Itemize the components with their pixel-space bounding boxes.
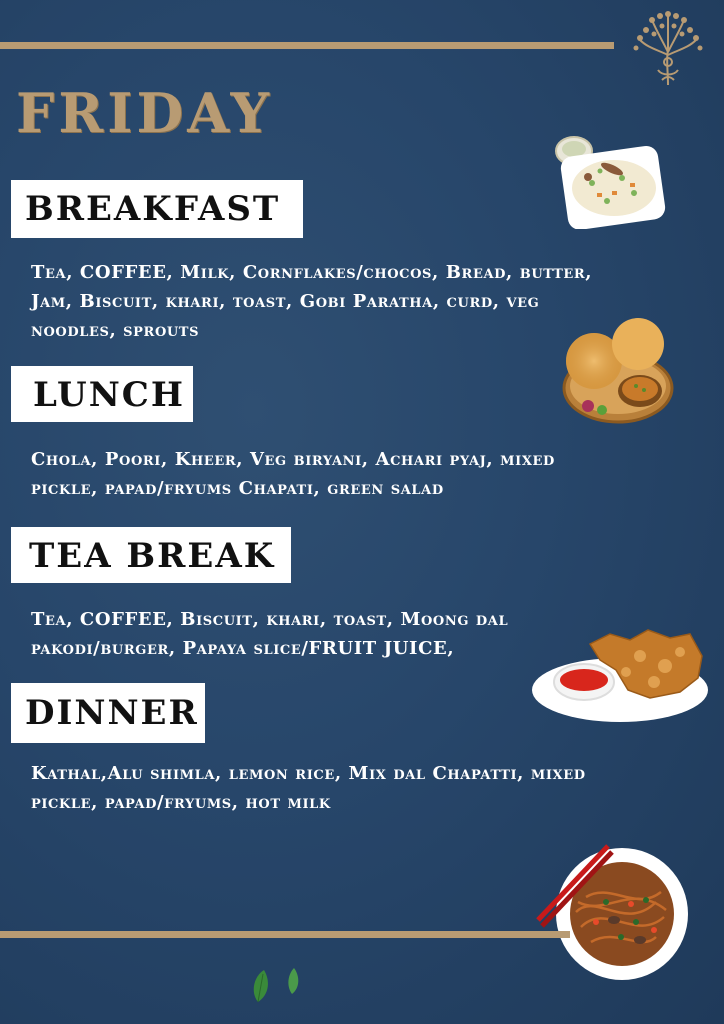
tree-logo-icon <box>628 10 708 88</box>
leaf-icon <box>248 966 308 1006</box>
breakfast-items: Tea, COFFEE, Milk, Cornflakes/chocos, Bread, butter, Jam, Biscuit, khari, toast, Gobi Paratha, curd, veg noodles, sprouts <box>31 262 593 341</box>
breakfast-label: BREAKFAST <box>25 189 281 229</box>
dinner-label-box <box>11 683 205 743</box>
lunch-label: LUNCH <box>33 375 185 415</box>
bottom-divider <box>0 931 570 938</box>
top-divider <box>0 42 614 49</box>
noodles-plate-image <box>536 842 692 980</box>
chole-bhature-plate-image <box>558 316 674 426</box>
lunch-label-box <box>11 366 193 422</box>
fried-rice-plate-image <box>552 133 670 229</box>
dinner-label: DINNER <box>25 693 199 733</box>
dinner-items: Kathal,Alu shimla, lemon rice, Mix dal Chapatti, mixed pickle, papad/fryums, hot milk <box>31 763 586 813</box>
tea-break-label: TEA BREAK <box>29 536 276 576</box>
breakfast-label-box <box>11 180 303 238</box>
pakora-plate-image <box>530 626 710 726</box>
tea-break-label-box <box>11 527 291 583</box>
day-title: FRIDAY <box>16 81 274 145</box>
lunch-items: Chola, Poori, Kheer, Veg biryani, Achari pyaj, mixed pickle, papad/fryums Chapati, green salad <box>31 449 555 499</box>
tea-break-items: Tea, COFFEE, Biscuit, khari, toast, Moong dal pakodi/burger, Papaya slice/FRUIT JUICE, <box>31 609 509 659</box>
